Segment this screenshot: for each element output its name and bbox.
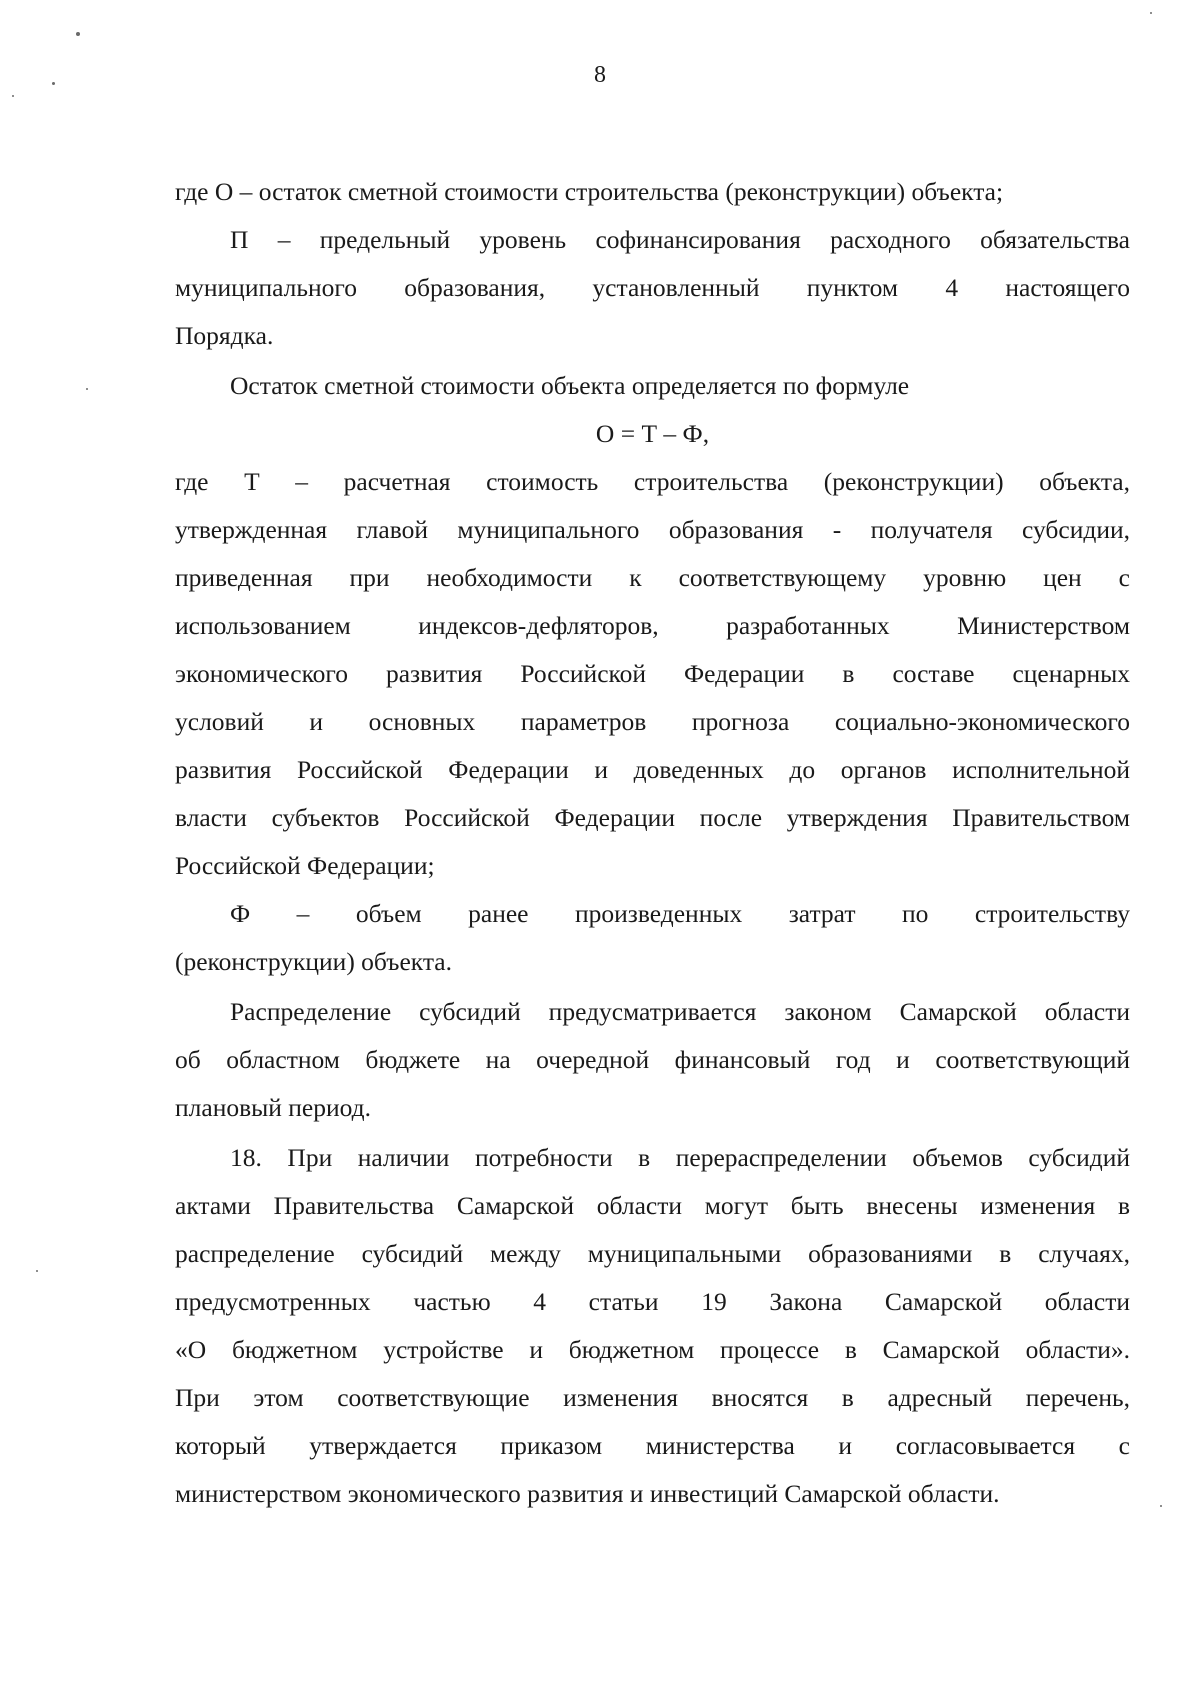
text-line: предусмотренных частью 4 статьи 19 Закона Самарской области: [175, 1287, 1130, 1316]
text-line: Порядка.: [175, 321, 274, 350]
text-line: власти субъектов Российской Федерации после утверждения Правительством: [175, 803, 1130, 832]
text-line: П – предельный уровень софинансирования расходного обязательства: [230, 225, 1130, 254]
scan-speck: [86, 388, 88, 390]
text-line: «О бюджетном устройстве и бюджетном процессе в Самарской области».: [175, 1335, 1130, 1364]
text-line: (реконструкции) объекта.: [175, 947, 452, 976]
text-line: где Т – расчетная стоимость строительства (реконструкции) объекта,: [175, 467, 1130, 496]
text-line: где О – остаток сметной стоимости строительства (реконструкции) объекта;: [175, 177, 1004, 206]
text-line: При этом соответствующие изменения вносятся в адресный перечень,: [175, 1383, 1130, 1412]
scan-speck: [76, 32, 80, 36]
text-line: 18. При наличии потребности в перераспределении объемов субсидий: [230, 1143, 1130, 1172]
page-number: 8: [594, 62, 606, 88]
text-line: Российской Федерации;: [175, 851, 435, 880]
scan-speck: [1160, 1505, 1162, 1507]
text-line: плановый период.: [175, 1093, 372, 1122]
scan-speck: [1150, 12, 1152, 14]
text-line: Распределение субсидий предусматривается законом Самарской области: [230, 997, 1130, 1026]
document-body: [175, 168, 1130, 1518]
text-line: Ф – объем ранее произведенных затрат по строительству: [230, 899, 1130, 928]
text-line: который утверждается приказом министерства и согласовывается с: [175, 1431, 1130, 1460]
text-line: актами Правительства Самарской области могут быть внесены изменения в: [175, 1191, 1130, 1220]
text-line: утвержденная главой муниципального образования - получателя субсидии,: [175, 515, 1130, 544]
text-line: использованием индексов-дефляторов, разработанных Министерством: [175, 611, 1130, 640]
text-line: муниципального образования, установленный пунктом 4 настоящего: [175, 273, 1130, 302]
text-line: Остаток сметной стоимости объекта определяется по формуле: [230, 371, 910, 400]
text-line: министерством экономического развития и инвестиций Самарской области.: [175, 1479, 1000, 1508]
formula: О = Т – Ф,: [595, 419, 710, 448]
scan-speck: [52, 82, 55, 85]
text-line: развития Российской Федерации и доведенных до органов исполнительной: [175, 755, 1130, 784]
scan-speck: [12, 95, 14, 97]
text-line: условий и основных параметров прогноза социально-экономического: [175, 707, 1130, 736]
text-line: об областном бюджете на очередной финансовый год и соответствующий: [175, 1045, 1130, 1074]
scan-speck: [36, 1270, 38, 1272]
text-line: экономического развития Российской Федерации в составе сценарных: [175, 659, 1130, 688]
text-line: распределение субсидий между муниципальными образованиями в случаях,: [175, 1239, 1130, 1268]
text-line: приведенная при необходимости к соответствующему уровню цен с: [175, 563, 1130, 592]
